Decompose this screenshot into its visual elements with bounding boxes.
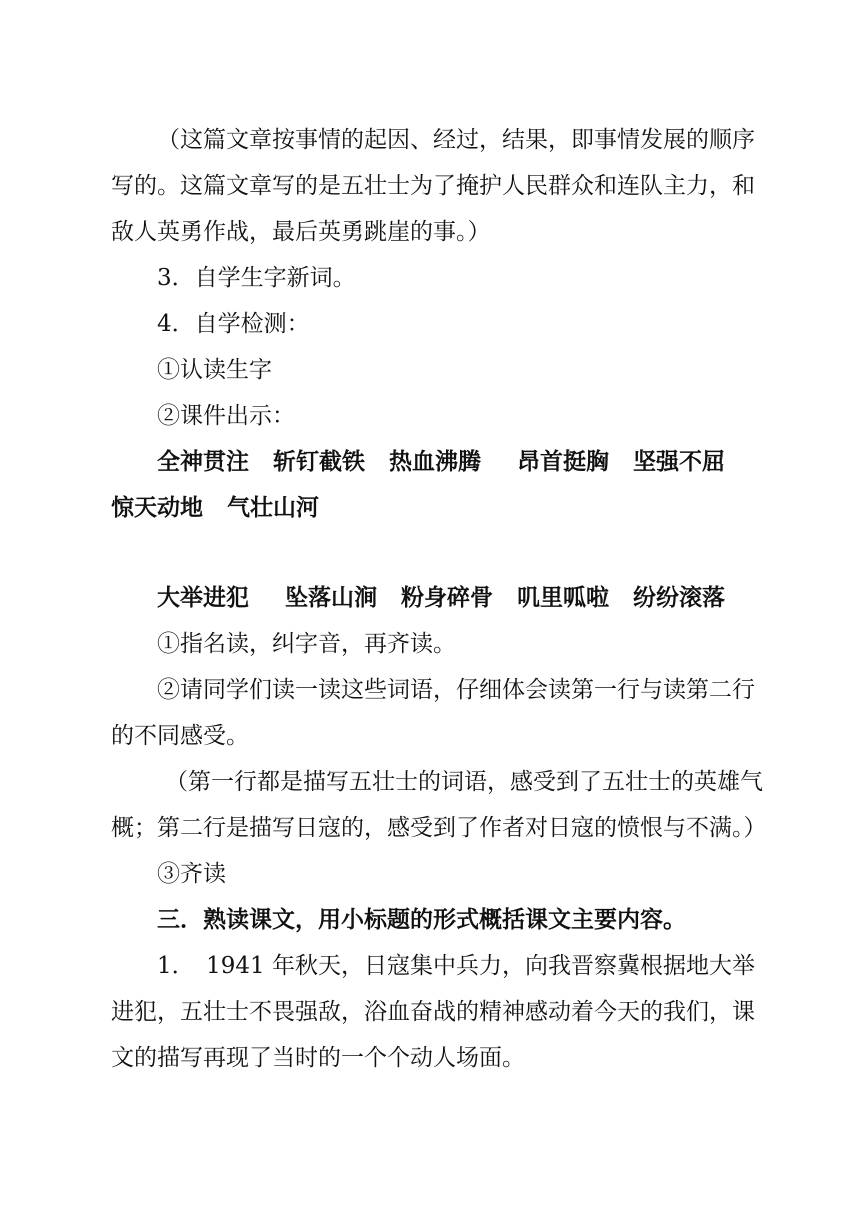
word-item: 斩钉截铁 (273, 448, 365, 475)
paragraph-intro-answer (111, 117, 755, 255)
text-line: 概；第二行是描写日寇的，感受到了作者对日寇的愤恨与不满。） (111, 815, 767, 841)
document-body (111, 117, 767, 1081)
sub-item-3: ①指名读，纠字音，再齐读。 (157, 631, 456, 657)
word-item: 大举进犯 (157, 584, 249, 611)
text-line: ②请同学们读一读这些词语，仔细体会读第一行与读第二行 (157, 677, 755, 703)
section-3-heading: 三．熟读课文，用小标题的形式概括课文主要内容。 (157, 906, 686, 933)
text-line: （第一行都是描写五壮士的词语，感受到了五壮士的英雄气 (165, 769, 763, 795)
text-line: 敌人英勇作战，最后英勇跳崖的事。） (111, 219, 491, 245)
text-line: 1． 1941 年秋天，日寇集中兵力，向我晋察冀根据地大举 (157, 953, 755, 979)
word-item: 坠落山涧 (285, 584, 377, 611)
word-item: 纷纷滚落 (633, 584, 725, 611)
word-item: 热血沸腾 (389, 448, 481, 475)
sub-item-4 (111, 667, 755, 759)
sub-item-2: ②课件出示： (157, 403, 295, 429)
item-4: 4．自学检测： (157, 311, 310, 337)
blank-line (111, 531, 751, 575)
text-line: 写的。这篇文章写的是五壮士为了掩护人民群众和连队主力，和 (111, 173, 755, 199)
text-line: 文的描写再现了当时的一个个动人场面。 (111, 1045, 525, 1071)
word-row-1-continued (111, 485, 751, 531)
sub-item-5: ③齐读 (157, 861, 226, 887)
sub-item-1: ①认读生字 (157, 357, 272, 383)
section-3-item-1 (111, 943, 755, 1081)
word-row-2 (111, 575, 751, 621)
word-item: 昂首挺胸 (517, 448, 609, 475)
text-line: （这篇文章按事情的起因、经过，结果，即事情发展的顺序 (157, 127, 755, 153)
word-item: 坚强不屈 (633, 448, 725, 475)
text-line: 的不同感受。 (111, 723, 249, 749)
word-item: 惊天动地 (111, 494, 203, 521)
text-line: 进犯，五壮士不畏强敌，浴血奋战的精神感动着今天的我们，课 (111, 999, 755, 1025)
word-item: 气壮山河 (227, 494, 319, 521)
item-3: 3．自学生字新词。 (157, 265, 356, 291)
word-item: 全神贯注 (157, 448, 249, 475)
word-item: 叽里呱啦 (517, 584, 609, 611)
word-item: 粉身碎骨 (401, 584, 493, 611)
answer-paragraph (111, 759, 767, 851)
word-row-1 (111, 439, 751, 485)
